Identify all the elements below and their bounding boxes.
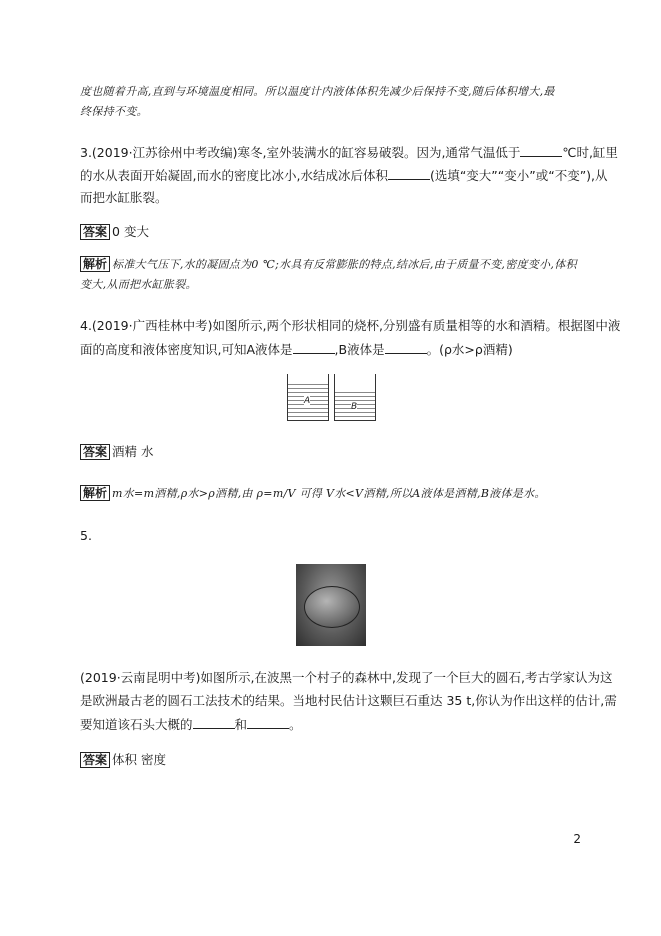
q3-text-1a: 3.(2019·江苏徐州中考改编)寒冬,室外装满水的缸容易破裂。因为,通常气温低于: [80, 145, 521, 160]
beaker-b: [334, 374, 376, 421]
q5-number: 5.: [80, 528, 92, 543]
q3-text-2a: 的水从表面开始凝固,而水的密度比冰小,水结成冰后体积: [80, 168, 388, 183]
q5-answer: [80, 752, 583, 768]
q3-answer: [80, 224, 583, 240]
prev-analysis-line-2: 终保持不变。: [80, 105, 148, 118]
q3-answer-text: 0 变大: [112, 224, 149, 239]
q4-line-2: [80, 341, 583, 358]
beaker-b-label: B: [351, 402, 358, 412]
q3-text-1b: ℃时,缸里: [562, 145, 618, 160]
q4-answer: [80, 444, 583, 460]
q3-line-3: 而把水缸胀裂。: [80, 190, 168, 205]
q5-line-3: [80, 716, 583, 733]
q4-line-1: 4.(2019·广西桂林中考)如图所示,两个形状相同的烧杯,分别盛有质量相等的水和酒精。根据图中液: [80, 318, 621, 333]
q3-blank-1[interactable]: [520, 144, 562, 157]
q4-answer-text: 酒精 水: [112, 444, 154, 459]
q3-analysis-line-1: [80, 256, 583, 273]
q3-analysis-text-1: 标准大气压下,水的凝固点为0 ℃;水具有反常膨胀的特点,结冰后,由于质量不变,密度变小,体积: [112, 258, 577, 271]
q4-text-2c: 。(ρ水>ρ酒精): [426, 342, 513, 357]
analysis-tag: 解析: [80, 256, 110, 272]
q5-answer-text: 体积 密度: [112, 752, 166, 767]
q5-blank-2[interactable]: [247, 716, 289, 729]
analysis-tag: 解析: [80, 485, 110, 501]
beaker-a: [287, 374, 329, 421]
q3-line-2: [80, 167, 608, 184]
q5-line-1: (2019·云南昆明中考)如图所示,在波黑一个村子的森林中,发现了一个巨大的圆石,考古学家认为这: [80, 670, 613, 685]
q5-text-3b: 和: [234, 717, 248, 732]
q3-line-1: [80, 144, 618, 161]
q3-text-2b: (选填“变大”“变小”或“不变”),从: [429, 168, 608, 183]
beaker-a-label: A: [304, 396, 311, 406]
q5-text-3a: 要知道该石头大概的: [80, 717, 193, 732]
q3-blank-2[interactable]: [388, 167, 430, 180]
q4-blank-1[interactable]: [293, 341, 335, 354]
q5-line-2: 是欧洲最古老的圆石工法技术的结果。当地村民估计这颗巨石重达 35 t,你认为作出这样的估计,需: [80, 693, 617, 708]
answer-tag: 答案: [80, 444, 110, 460]
q5-text-3c: 。: [289, 717, 302, 732]
prev-analysis-line-1: 度也随着升高,直到与环境温度相同。所以温度计内液体体积先减少后保持不变,随后体积增大,最: [80, 85, 555, 98]
q5-blank-1[interactable]: [193, 716, 235, 729]
boulder-photo: [296, 564, 366, 646]
q4-text-2b: ,B液体是: [334, 342, 385, 357]
q4-blank-2[interactable]: [385, 341, 427, 354]
answer-tag: 答案: [80, 224, 110, 240]
page-number: 2: [573, 832, 581, 846]
q4-analysis: [80, 485, 583, 502]
q4-analysis-text: m水=m酒精,ρ水>ρ酒精,由 ρ=m/V 可得 V水<V酒精,所以A液体是酒精,B液体是水。: [112, 487, 546, 500]
answer-tag: 答案: [80, 752, 110, 768]
q4-text-2a: 面的高度和液体密度知识,可知A液体是: [80, 342, 293, 357]
q3-analysis-line-2: 变大,从而把水缸胀裂。: [80, 278, 197, 291]
